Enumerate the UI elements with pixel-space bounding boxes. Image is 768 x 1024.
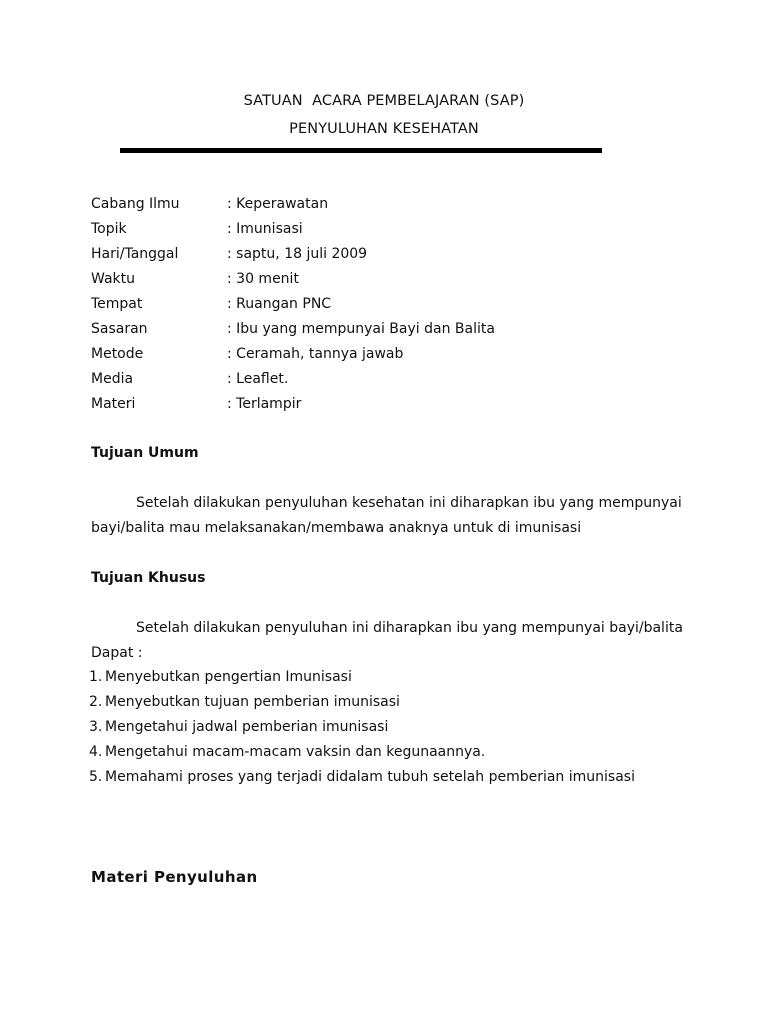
list-item	[89, 669, 352, 685]
info-label: Hari/Tanggal	[91, 246, 179, 262]
list-item	[89, 694, 400, 710]
info-label: Cabang Ilmu	[91, 196, 180, 212]
info-label: Materi	[91, 396, 136, 412]
info-value: : Imunisasi	[227, 221, 303, 237]
title-divider	[120, 148, 602, 153]
list-text: Menyebutkan pengertian Imunisasi	[105, 669, 352, 685]
info-label: Topik	[91, 221, 127, 237]
info-value: : 30 menit	[227, 271, 299, 287]
list-text: Memahami proses yang terjadi didalam tubuh setelah pemberian imunisasi	[105, 769, 635, 785]
list-number: 5.	[89, 769, 103, 785]
list-text: Menyebutkan tujuan pemberian imunisasi	[105, 694, 400, 710]
list-item	[89, 744, 485, 760]
tujuan-umum-line: bayi/balita mau melaksanakan/membawa anaknya untuk di imunisasi	[91, 520, 582, 536]
info-label: Metode	[91, 346, 144, 362]
list-text: Mengetahui jadwal pemberian imunisasi	[105, 719, 389, 735]
info-value: : Ceramah, tannya jawab	[227, 346, 404, 362]
info-value: : Ruangan PNC	[227, 296, 332, 312]
info-value: : Keperawatan	[227, 196, 329, 212]
list-number: 1.	[89, 669, 103, 685]
info-label: Tempat	[91, 296, 143, 312]
info-label: Media	[91, 371, 134, 387]
heading-tujuan-khusus: Tujuan Khusus	[91, 570, 206, 586]
info-label: Sasaran	[91, 321, 148, 337]
list-item	[89, 719, 388, 735]
tujuan-umum-line: Setelah dilakukan penyuluhan kesehatan ini diharapkan ibu yang mempunyai	[136, 495, 682, 511]
tujuan-khusus-line: Setelah dilakukan penyuluhan ini diharapkan ibu yang mempunyai bayi/balita	[136, 620, 683, 636]
info-value: : Ibu yang mempunyai Bayi dan Balita	[227, 321, 495, 337]
list-item	[89, 769, 635, 785]
list-number: 4.	[89, 744, 103, 760]
document-subtitle: PENYULUHAN KESEHATAN	[289, 121, 479, 137]
heading-tujuan-umum: Tujuan Umum	[91, 445, 199, 461]
list-text: Mengetahui macam-macam vaksin dan kegunaannya.	[105, 744, 486, 760]
info-value: : Terlampir	[227, 396, 302, 412]
heading-materi-penyuluhan: Materi Penyuluhan	[91, 868, 258, 886]
info-value: : saptu, 18 juli 2009	[227, 246, 368, 262]
document-title: SATUAN ACARA PEMBELAJARAN (SAP)	[243, 93, 525, 109]
info-label: Waktu	[91, 271, 135, 287]
list-number: 3.	[89, 719, 103, 735]
info-value: : Leaflet.	[227, 371, 289, 387]
tujuan-khusus-line: Dapat :	[91, 645, 143, 661]
list-number: 2.	[89, 694, 103, 710]
